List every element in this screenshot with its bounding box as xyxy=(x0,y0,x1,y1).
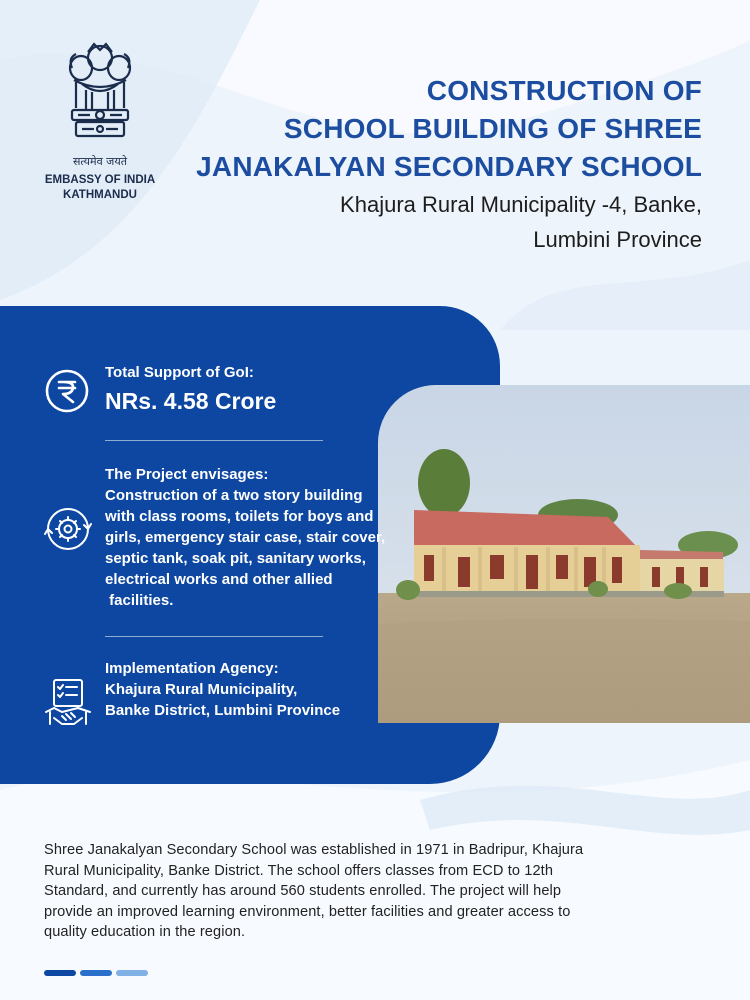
dash-mark xyxy=(80,970,112,976)
divider xyxy=(105,440,323,441)
support-label: Total Support of GoI: xyxy=(105,364,254,381)
description-line: quality education in the region. xyxy=(44,924,246,940)
page-title-line2: SCHOOL BUILDING OF SHREE xyxy=(283,113,702,144)
dash-mark xyxy=(44,970,76,976)
description-line: Rural Municipality, Banke District. The school offers classes from ECD to 12th xyxy=(44,862,554,879)
embassy-name-line2: KATHMANDU xyxy=(63,189,137,201)
project-line: girls, emergency stair case, stair cover, xyxy=(105,529,386,546)
embassy-name-line1: EMBASSY OF INDIA xyxy=(44,174,156,186)
location-line2: Lumbini Province xyxy=(533,227,702,252)
dash-mark xyxy=(116,970,148,976)
national-emblem-icon xyxy=(58,38,142,150)
emblem-motto: सत्यमेव जयते xyxy=(72,155,127,168)
project-line: electrical works and other allied xyxy=(105,571,333,588)
school-building-photo xyxy=(378,385,750,723)
gear-cycle-icon xyxy=(44,505,92,553)
agency-line: Khajura Rural Municipality, xyxy=(105,681,298,698)
school-description xyxy=(44,840,714,943)
project-section xyxy=(105,464,385,611)
rupee-icon xyxy=(44,368,90,414)
agency-label: Implementation Agency: xyxy=(105,660,279,677)
description-line: Standard, and currently has around 560 students enrolled. The project will help xyxy=(44,883,562,899)
support-amount: NRs. 4.58 Crore xyxy=(105,388,277,414)
project-line: with class rooms, toilets for boys and xyxy=(105,508,374,525)
project-line: facilities. xyxy=(105,592,174,609)
divider xyxy=(105,636,323,637)
checklist-handshake-icon xyxy=(44,678,92,730)
agency-line: Banke District, Lumbini Province xyxy=(105,702,341,719)
page-title-block xyxy=(196,72,702,256)
description-line: Shree Janakalyan Secondary School was established in 1971 in Badripur, Khajura xyxy=(44,842,584,858)
support-section xyxy=(105,362,276,415)
decorative-dashes xyxy=(44,970,152,988)
embassy-emblem xyxy=(44,38,156,203)
project-label: The Project envisages: xyxy=(105,466,269,483)
page-title-line3: JANAKALYAN SECONDARY SCHOOL xyxy=(196,151,702,182)
agency-section xyxy=(105,658,340,721)
location-line1: Khajura Rural Municipality -4, Banke, xyxy=(340,192,702,217)
page-title-line1: CONSTRUCTION OF xyxy=(426,75,702,106)
embassy-name xyxy=(44,173,156,203)
project-line: Construction of a two story building xyxy=(105,487,363,504)
description-line: provide an improved learning environment, better facilities and greater access to xyxy=(44,903,571,920)
project-line: septic tank, soak pit, sanitary works, xyxy=(105,550,366,567)
